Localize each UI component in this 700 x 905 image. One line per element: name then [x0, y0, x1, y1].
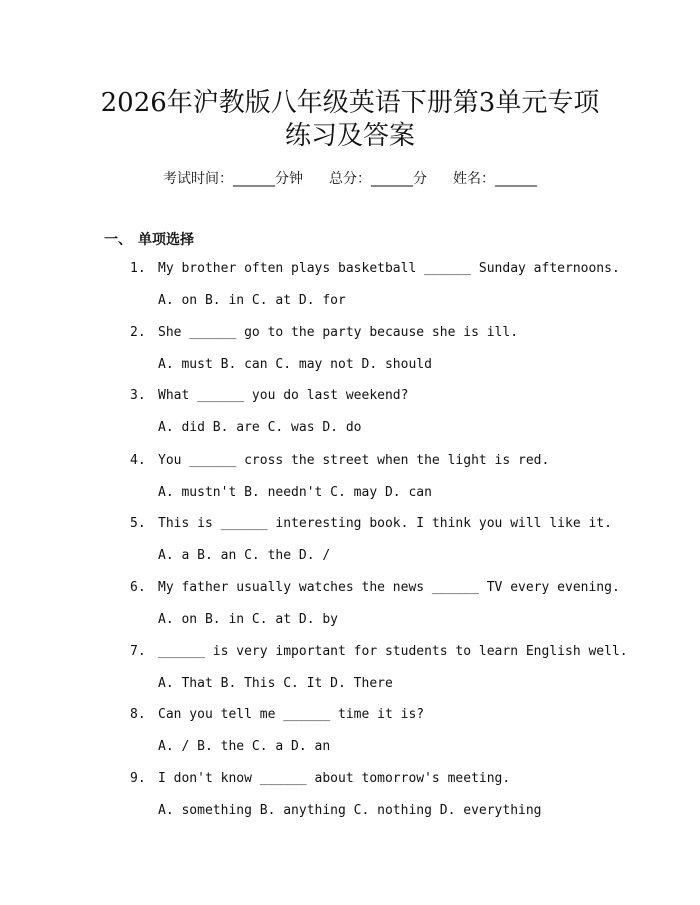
- question-number: 6.: [130, 580, 146, 595]
- question-item: [130, 388, 408, 403]
- question-options: A. on B. in C. at D. by: [158, 612, 339, 627]
- question-number: 1.: [130, 261, 146, 276]
- question-text: You ______ cross the street when the light is red.: [158, 453, 550, 468]
- question-text: This is ______ interesting book. I think you will like it.: [158, 516, 612, 531]
- exam-time-field: 考试时间：______分钟: [163, 171, 303, 187]
- section-number: 一、: [104, 232, 132, 248]
- question-number: 5.: [130, 516, 146, 531]
- question-number: 3.: [130, 388, 146, 403]
- question-text: I don't know ______ about tomorrow's meeting.: [158, 771, 511, 786]
- question-number: 2.: [130, 325, 146, 340]
- question-number: 9.: [130, 771, 146, 786]
- student-name-field: 姓名：______: [453, 171, 537, 187]
- question-options: A. must B. can C. may not D. should: [158, 357, 432, 372]
- question-item: [130, 707, 424, 722]
- question-text: She ______ go to the party because she is ill.: [158, 325, 519, 340]
- exam-info-line: [0, 168, 700, 188]
- total-score-field: 总分：______分: [329, 171, 427, 187]
- question-options: A. That B. This C. It D. There: [158, 676, 393, 691]
- question-number: 8.: [130, 707, 146, 722]
- question-item: [130, 325, 518, 340]
- question-options: A. / B. the C. a D. an: [158, 739, 331, 754]
- section-title: 单项选择: [138, 232, 194, 248]
- document-title-line-2: 练习及答案: [284, 121, 415, 151]
- question-options: A. mustn't B. needn't C. may D. can: [158, 485, 432, 500]
- question-options: A. did B. are C. was D. do: [158, 420, 362, 435]
- question-number: 7.: [130, 644, 146, 659]
- question-text: My father usually watches the news ______ TV every evening.: [158, 580, 620, 595]
- question-item: [130, 580, 620, 595]
- question-item: [130, 644, 628, 659]
- section-heading: [104, 229, 194, 249]
- question-text: What ______ you do last weekend?: [158, 388, 409, 403]
- question-text: Can you tell me ______ time it is?: [158, 707, 425, 722]
- document-title-line-1: 2026年沪教版八年级英语下册第3单元专项: [100, 88, 600, 118]
- question-item: [130, 771, 510, 786]
- question-number: 4.: [130, 453, 146, 468]
- question-text: ______ is very important for students to learn English well.: [158, 644, 628, 659]
- question-item: [130, 261, 620, 276]
- question-item: [130, 453, 549, 468]
- question-options: A. a B. an C. the D. /: [158, 548, 331, 563]
- question-options: A. something B. anything C. nothing D. everything: [158, 803, 542, 818]
- question-text: My brother often plays basketball ______ Sunday afternoons.: [158, 261, 620, 276]
- question-options: A. on B. in C. at D. for: [158, 293, 346, 308]
- question-item: [130, 516, 612, 531]
